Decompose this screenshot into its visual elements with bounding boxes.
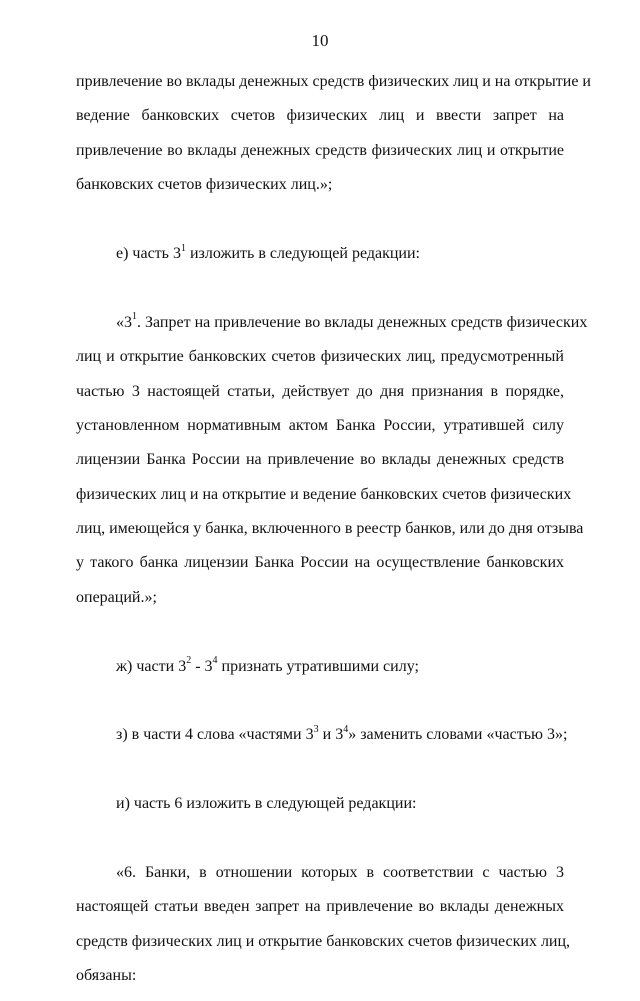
paragraph-continuation xyxy=(76,72,591,210)
text-line: ведение банковских счетов физических лиц и ввести запрет на xyxy=(76,107,564,125)
text-line: «6. Банки, в отношении которых в соответствии с частью 3 xyxy=(116,863,564,881)
superscript: 2 xyxy=(186,655,192,667)
paragraph-gap xyxy=(76,829,564,863)
quoted-paragraph-3-1 xyxy=(76,311,588,623)
superscript: 4 xyxy=(212,655,218,667)
paragraph-gap xyxy=(76,622,564,656)
paragraph-gap xyxy=(76,760,564,794)
paragraph-gap xyxy=(76,210,564,244)
superscript: 3 xyxy=(313,724,319,736)
paragraph-gap xyxy=(76,278,564,312)
text-line: лиц и открытие банковских счетов физических лиц, предусмотренный xyxy=(76,348,564,366)
list-item-e: е) часть $3^1$ изложить в следующей редакции: xyxy=(116,242,420,262)
text-line: привлечение во вклады денежных средств физических лиц и на открытие и xyxy=(76,73,591,90)
document-body xyxy=(76,72,591,1001)
text-line: средств физических лиц и открытие банковских счетов физических лиц, xyxy=(76,932,571,950)
superscript: 4 xyxy=(343,724,349,736)
text-line: лицензии Банка России на привлечение во вклады денежных средств xyxy=(76,451,564,469)
text-line: операций.»; xyxy=(76,588,157,606)
list-item-i: и) часть 6 изложить в следующей редакции: xyxy=(116,795,417,813)
text-line: у такого банка лицензии Банка России на осуществление банковских xyxy=(76,554,564,572)
text-line: банковских счетов физических лиц.»; xyxy=(76,176,333,194)
quoted-paragraph-6 xyxy=(76,863,571,1001)
superscript: 1 xyxy=(132,311,137,323)
text-line: привлечение во вклады денежных средств физических лиц и открытие xyxy=(76,141,564,159)
text-line: лиц, имеющейся у банка, включенного в реестр банков, или до дня отзыва xyxy=(76,520,584,538)
text-line: установленном нормативным актом Банка России, утратившей силу xyxy=(76,416,564,434)
text-line: обязаны: xyxy=(76,967,137,985)
text-line: частью 3 настоящей статьи, действует до дня признания в порядке, xyxy=(76,382,564,400)
list-item-z: з) в части 4 слова «частями $3^3$ и $3^4$» заменить словами «частью 3»; xyxy=(116,724,568,744)
superscript: 1 xyxy=(180,242,186,254)
list-item-zh: ж) части $3^2 - 3^4$ признать утратившими силу; xyxy=(116,655,419,675)
paragraph-gap xyxy=(76,691,564,725)
text-line: физических лиц и на открытие и ведение банковских счетов физических xyxy=(76,485,572,503)
page-number: 10 xyxy=(311,31,329,50)
text-line: настоящей статьи введен запрет на привлечение во вклады денежных xyxy=(76,898,564,916)
text-line: «$3^1$. Запрет на привлечение во вклады денежных средств физических xyxy=(116,311,588,331)
